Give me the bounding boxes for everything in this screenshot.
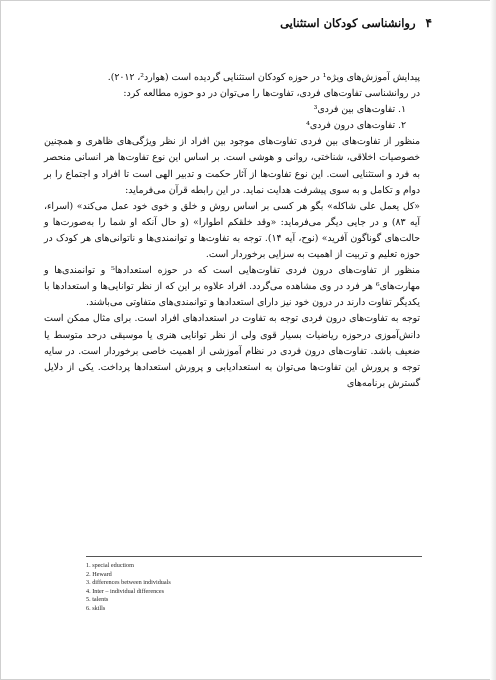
- footnote-5: 5. talents: [86, 596, 109, 604]
- scroll-edge: [490, 0, 496, 680]
- footnote-rule: [86, 556, 422, 557]
- footnotes: [86, 562, 416, 614]
- page-header: [40, 16, 432, 30]
- footnote-2: 2. Heward: [86, 570, 112, 578]
- running-title: روانشناسی کودکان استثنایی: [280, 16, 416, 30]
- footnote-1: 1. special eductiom: [86, 562, 134, 569]
- list-item-2: ۲. تفاوت‌های درون فردی⁴: [306, 120, 406, 132]
- footnote-6: 6. skills: [86, 604, 106, 612]
- paragraph-5: منظور از تفاوت‌های درون فردی تفاوت‌هایی است که در حوزه استعدادها⁵ و توانمندی‌ها و مهارت‌های⁶ هر فرد در وی مشاهده می‌گردد. افراد علاوه بر این که از نظر توانایی‌ها و استعدادها با یکدیگر تفاوت دارند در درون خود نیز دارای استعدادها و توانمندی‌های متفاوتی می‌باشند.: [44, 265, 420, 309]
- paragraph-6: توجه به تفاوت‌های درون فردی توجه به تفاوت در استعدادهای افراد است. برای مثال ممکن است دانش‌آموزی درحوزه ریاضیات بسیار قوی ولی از نظر توانایی هنری یا موسیقی درحد متوسط یا ضعیف باشد. تفاوت‌های درون فردی در نظام آموزشی از اهمیت خاصی برخوردار است. در سایه توجه و پرورش این تفاوت‌ها می‌توان به استعدادیابی و پرورش استعدادها پرداخت. یکی از دلایل گسترش برنامه‌های: [44, 313, 420, 389]
- page-number: ۴: [425, 16, 432, 30]
- footnote-4: 4. Inter – individual differences: [86, 587, 165, 595]
- paragraph-4: «کل یعمل علی شاکله» بگو هر کسی بر اساس روش و خلق و خوی خود عمل می‌کند» (اسراء، آیه ۸۳) و در جایی دیگر می‌فرماید: «وقد خلقکم اطوارا» (و حال آنکه او شما را به‌صورت‌ها و حالت‌های گوناگون آفرید» (نوح، آیه ۱۴). توجه به تفاوت‌ها و توانمندی‌ها و ناتوانی‌های هر کودک در حوزه تعلیم و تربیت از اهمیت به سزایی برخوردار است.: [44, 200, 420, 261]
- footnote-3: 3. differences between individuals: [86, 579, 171, 587]
- paragraph-1: پیدایش آموزش‌های ویژه¹ در حوزه کودکان استثنایی گردیده است (هوارد²، ۲۰۱۲).: [107, 72, 420, 83]
- paragraph-3: منظور از تفاوت‌های بین فردی تفاوت‌های موجود بین افراد از نظر ویژگی‌های ظاهری و همچنین خصوصیات اخلاقی، شناختی، روانی و هوشی است. بر اساس این نوع تفاوت‌ها هر انسانی منحصر به فرد و استثنایی است. این نوع تفاوت‌ها از آثار حکمت و تدبیر الهی است تا افراد و اجتماع را بر دوام و تکامل و به سوی پیشرفت هدایت نماید. در این رابطه قرآن می‌فرماید:: [44, 136, 420, 196]
- list-item-1: ۱. تفاوت‌های بین فردی³: [313, 104, 406, 116]
- page-body: [44, 70, 420, 392]
- paragraph-2: در روانشناسی تفاوت‌های فردی، تفاوت‌ها را می‌توان در دو حوزه مطالعه کرد:: [123, 88, 420, 100]
